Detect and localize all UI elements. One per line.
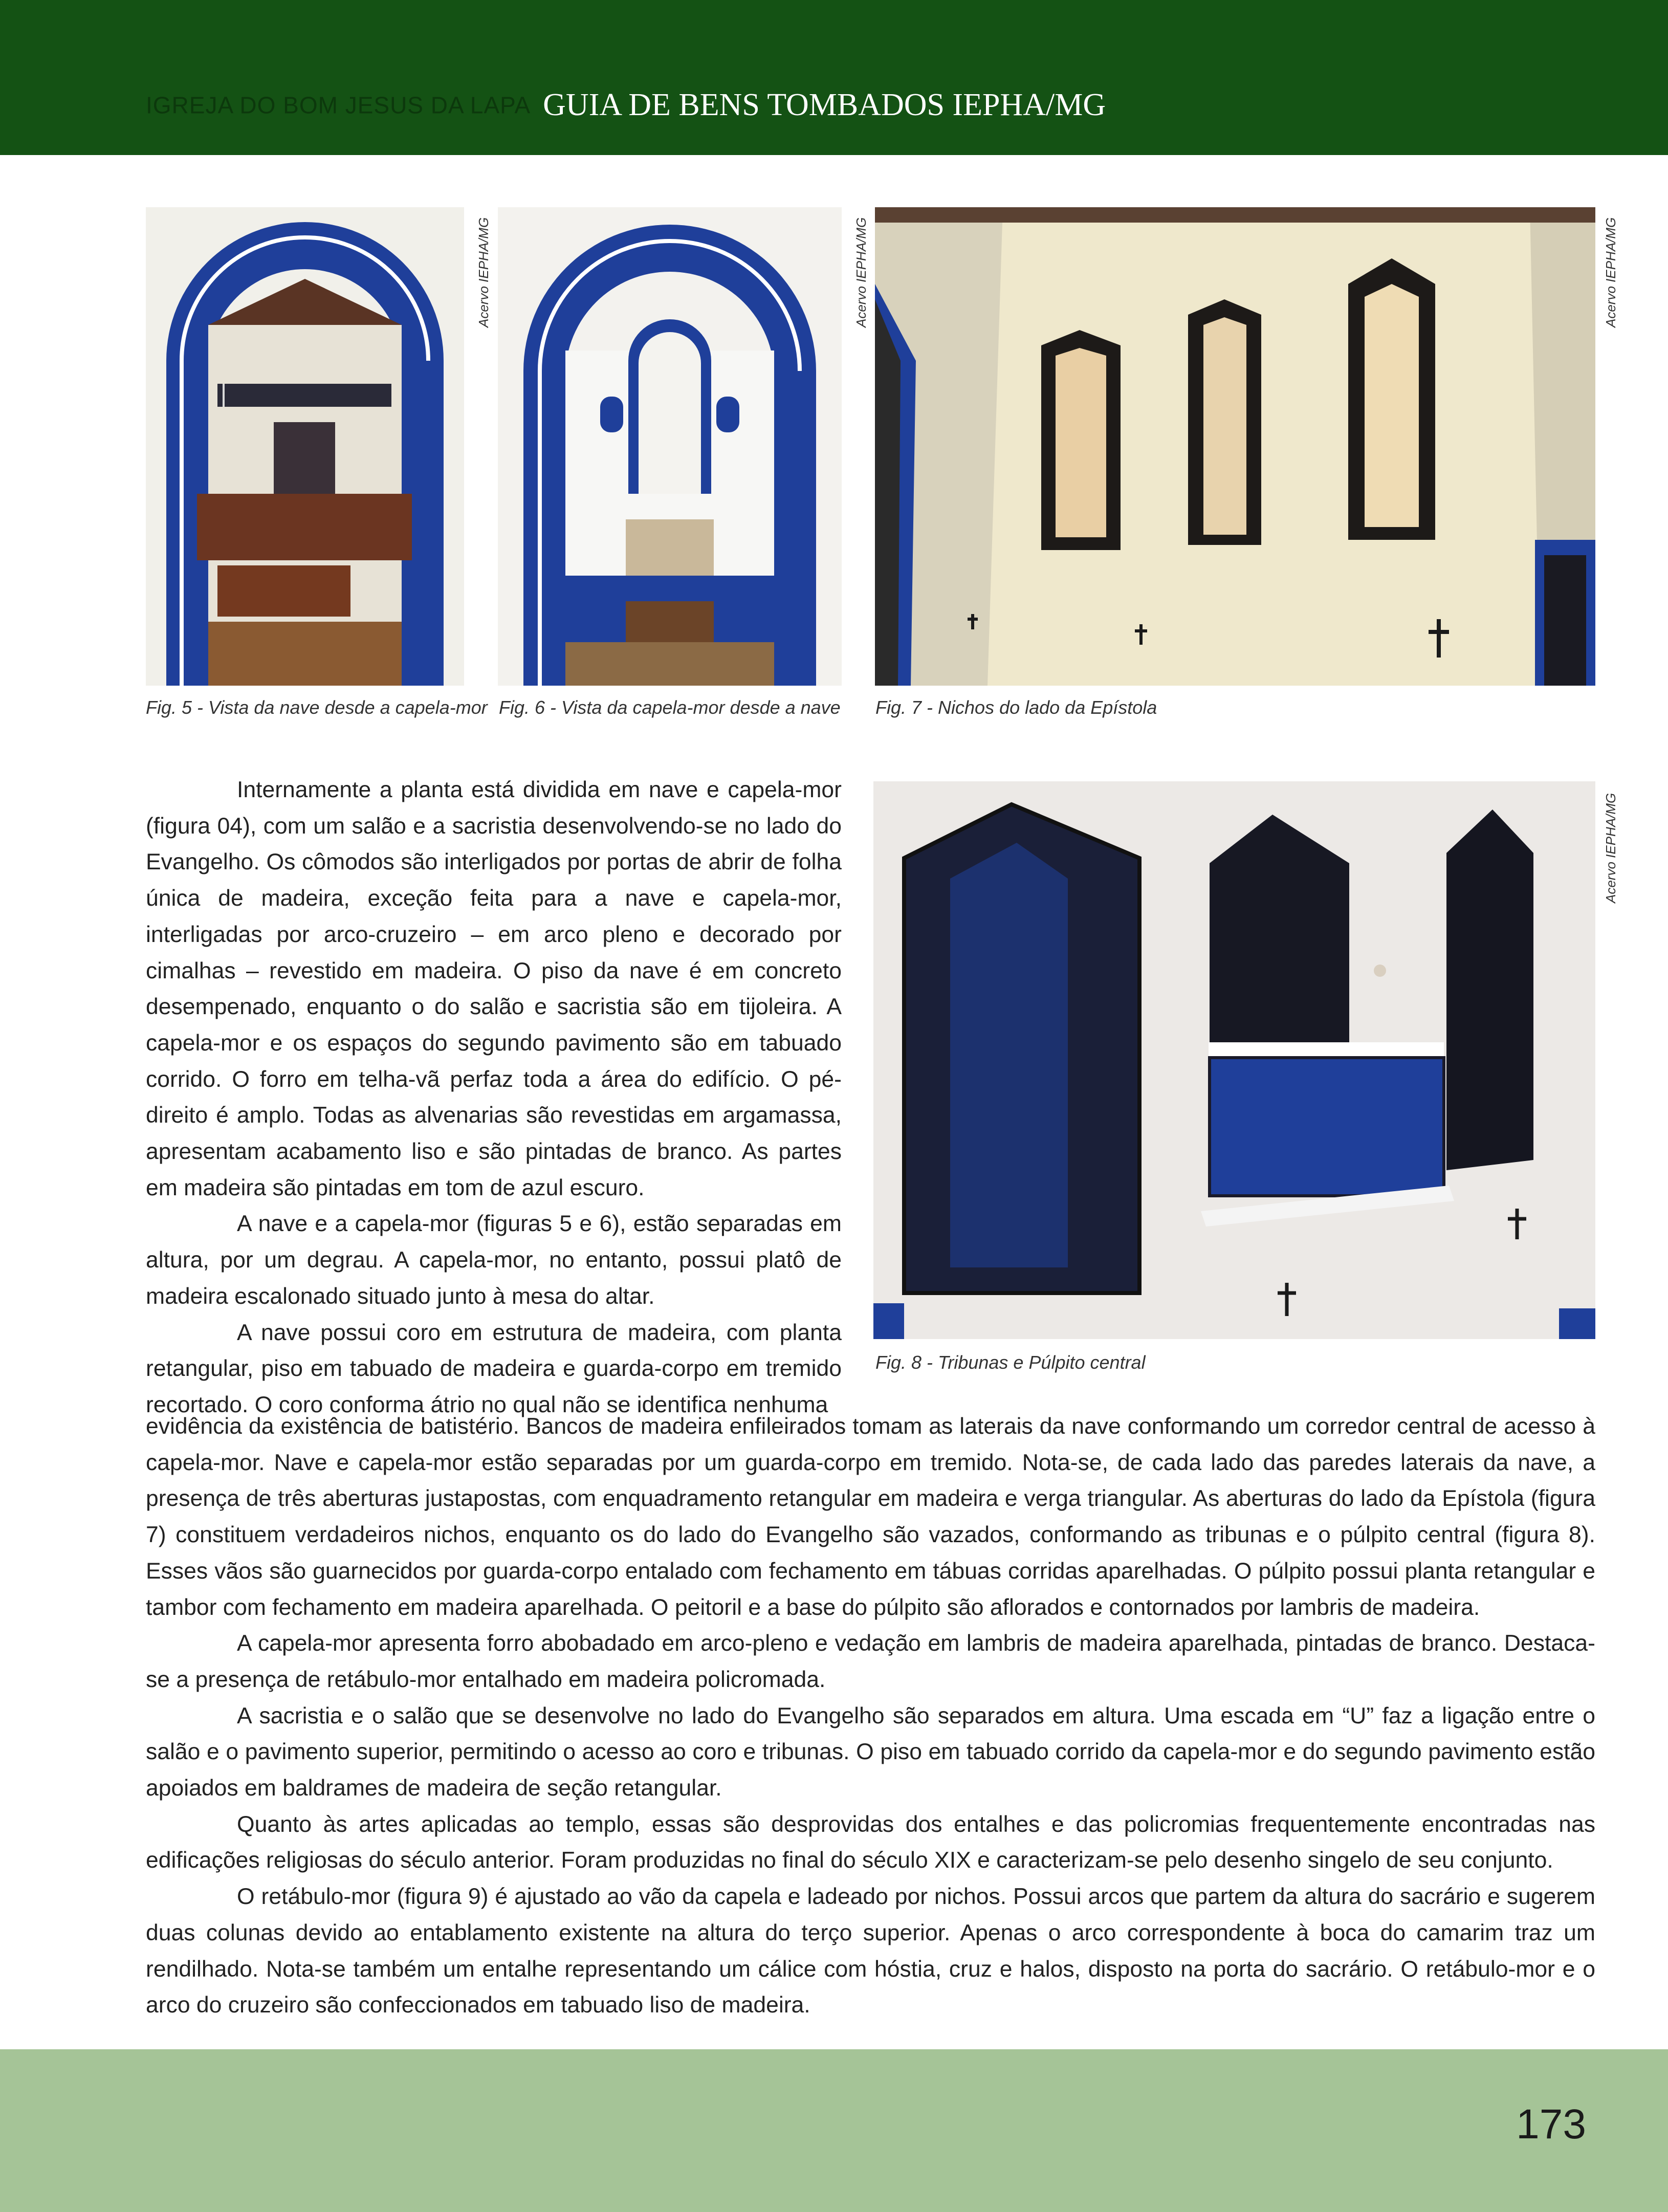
body-text-full [146, 1409, 1595, 2024]
paragraph: evidência da existência de batistério. Bancos de madeira enfileirados tomam as laterais da nave conformando um corredor central de acesso à capela-mor. Nave e capela-mor estão separadas por um guarda-corpo em tremido. Nota-se, de cada lado das paredes laterais da nave, a presença de três aberturas justapostas, com enquadramento retangular em madeira e verga triangular. As aberturas do lado da Epístola (figura 7) constituem verdadeiros nichos, enquanto os do lado do Evangelho são vazados, conformando as tribunas e o púlpito central (figura 8). Esses vãos são guarnecidos por guarda-corpo entalado com fechamento em tábuas corridas aparelhadas. O púlpito possui planta retangular e tambor com fechamento em madeira aparelhada. O peitoril e a base do púlpito são aflorados e contornados por lambris de madeira. [146, 1414, 1595, 1620]
figure-6-caption: Fig. 6 - Vista da capela-mor desde a nave [499, 697, 841, 718]
header-title: GUIA DE BENS TOMBADOS IEPHA/MG [543, 87, 1106, 122]
figure-5-photo [146, 207, 464, 686]
figure-7-caption: Fig. 7 - Nichos do lado da Epístola [875, 697, 1157, 718]
figure-7-credit: Acervo IEPHA/MG [1603, 217, 1618, 327]
page-footer [0, 2049, 1668, 2212]
paragraph: Internamente a planta está dividida em nave e capela-mor (figura 04), com um salão e a sacristia desenvolvendo-se no lado do Evangelho. Os cômodos são interligados por portas de abrir de folha única de madeira, exceção feita para a nave e capela-mor, interligadas por arco-cruzeiro – em arco pleno e decorado por cimalhas – revestido em madeira. O piso da nave é em concreto desempenado, enquanto o do salão e sacristia são em tijoleira. A capela-mor e os espaços do segundo pavimento são em tabuado corrido. O forro em telha-vã perfaz toda a área do edifício. O pé-direito é amplo. Todas as alvenarias são revestidas em argamassa, apresentam acabamento liso e são pintadas de branco. As partes em madeira são pintadas em tom de azul escuro. [146, 777, 842, 1200]
figure-6-photo [498, 207, 842, 686]
body-text-column [146, 772, 842, 1423]
figure-8-credit: Acervo IEPHA/MG [1603, 793, 1618, 903]
header-subtitle: IGREJA DO BOM JESUS DA LAPA [146, 92, 531, 119]
figure-5-credit: Acervo IEPHA/MG [476, 217, 491, 327]
figure-5-caption: Fig. 5 - Vista da nave desde a capela-mor [146, 697, 488, 718]
paragraph: Quanto às artes aplicadas ao templo, essas são desprovidas dos entalhes e das policromias frequentemente encontradas nas edificações religiosas do século anterior. Foram produzidas no final do século XIX e caracterizam-se pelo desenho singelo de seu conjunto. [146, 1811, 1595, 1873]
paragraph: A nave e a capela-mor (figuras 5 e 6), estão separadas em altura, por um degrau. A capela-mor, no entanto, possui platô de madeira escalonado situado junto à mesa do altar. [146, 1211, 842, 1309]
figure-8-caption: Fig. 8 - Tribunas e Púlpito central [875, 1352, 1146, 1373]
paragraph: A nave possui coro em estrutura de madeira, com planta retangular, piso em tabuado de madeira e guarda-corpo em tremido recortado. O coro conforma átrio no qual não se identifica nenhuma [146, 1320, 842, 1417]
header-line [146, 87, 1106, 123]
paragraph: A capela-mor apresenta forro abobadado em arco-pleno e vedação em lambris de madeira aparelhada, pintadas de branco. Destaca-se a presença de retábulo-mor entalhado em madeira policromada. [146, 1631, 1595, 1692]
paragraph: O retábulo-mor (figura 9) é ajustado ao vão da capela e ladeado por nichos. Possui arcos que partem da altura do sacrário e sugerem duas colunas devido ao entablamento existente na altura do terço superior. Apenas o arco correspondente à boca do camarim traz um rendilhado. Nota-se também um entalhe representando um cálice com hóstia, cruz e halos, disposto na porta do sacrário. O retábulo-mor e o arco do cruzeiro são confeccionados em tabuado liso de madeira. [146, 1884, 1595, 2018]
figure-6-credit: Acervo IEPHA/MG [853, 217, 869, 327]
page-header [0, 0, 1668, 155]
paragraph: A sacristia e o salão que se desenvolve no lado do Evangelho são separados em altura. Uma escada em “U” faz a ligação entre o salão e o pavimento superior, permitindo o acesso ao coro e tribunas. O piso em tabuado corrido da capela-mor e do segundo pavimento estão apoiados em baldrames de madeira de seção retangular. [146, 1703, 1595, 1801]
figure-7-photo [875, 207, 1595, 686]
figure-8-photo [873, 781, 1595, 1339]
page-number: 173 [1516, 2101, 1586, 2148]
